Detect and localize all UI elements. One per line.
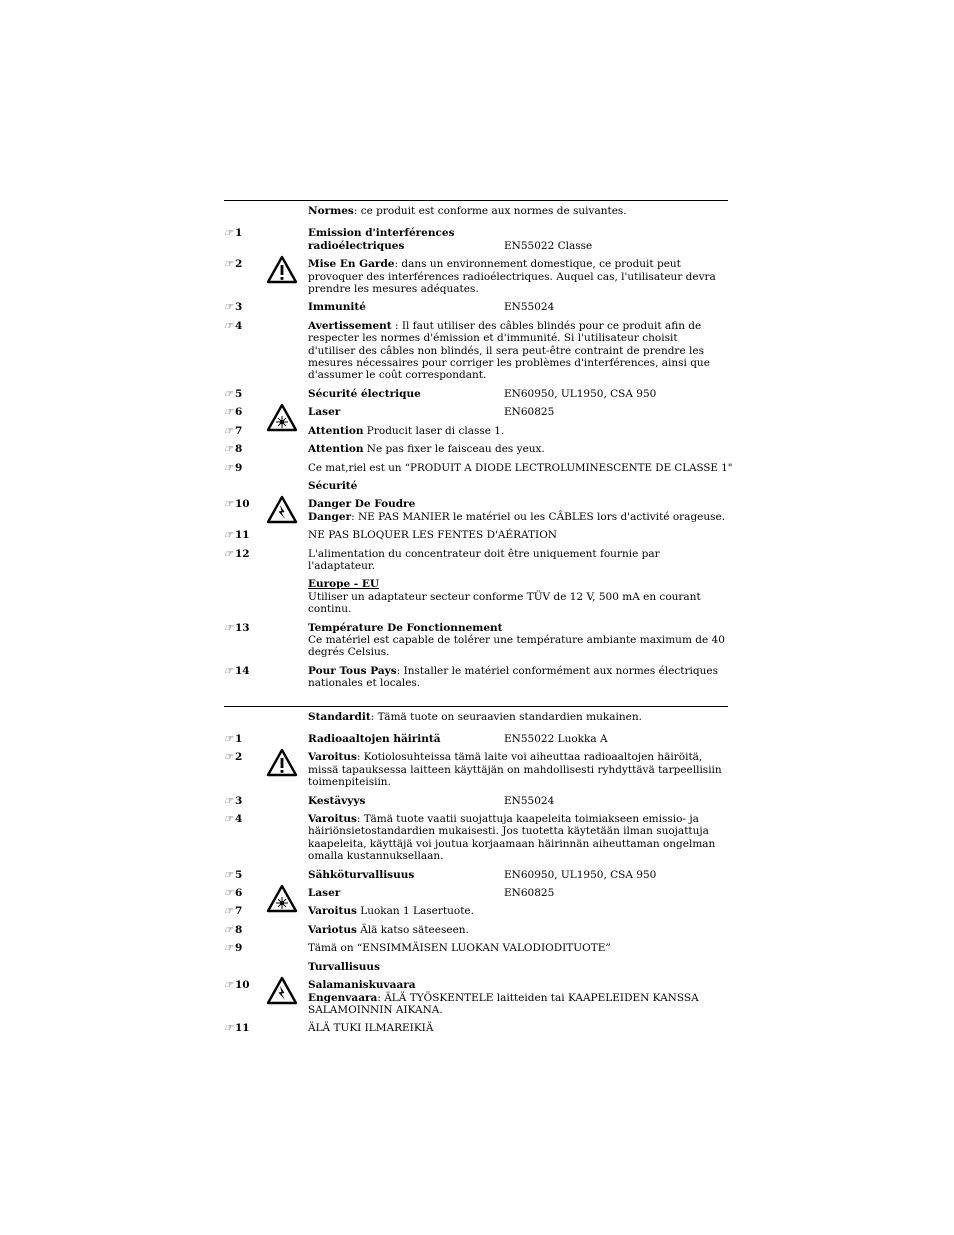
pointing-hand-icon: ☞ [224,1023,232,1035]
pointing-hand-icon: ☞ [224,888,232,900]
list-item: ☞ 12 L'alimentation du concentrateur doit être uniquement fournie par l'adaptateur. [224,547,660,572]
pointing-hand-icon: ☞ [224,943,232,955]
pointing-hand-icon: ☞ [224,302,232,314]
pointing-hand-icon: ☞ [224,462,232,474]
section-heading: Sécurité [308,479,358,492]
list-item: ☞ 6 Laser EN60825 [224,406,728,418]
document-page [224,200,733,1051]
section-heading: Turvallisuus [308,960,380,973]
list-item: ☞ 9 Tämä on “ENSIMMÄISEN LUOKAN VALODIODITUOTE” [224,942,611,955]
pointing-hand-icon: ☞ [224,320,232,332]
list-item: ☞ 7 Attention Producit laser di classe 1. [224,424,505,437]
pointing-hand-icon: ☞ [224,228,232,240]
pointing-hand-icon: ☞ [224,425,232,437]
standards-intro: Normes: ce produit est conforme aux normes de suivantes. [308,205,627,217]
pointing-hand-icon: ☞ [224,869,232,881]
list-item: ☞ 8 Attention Ne pas fixer le faisceau des yeux. [224,443,545,456]
pointing-hand-icon: ☞ [224,734,232,745]
pointing-hand-icon: ☞ [224,622,232,634]
lightning-warning-icon [266,495,298,524]
list-item: ☞ 10 Salamaniskuvaara Engenvaara: ÄLÄ TYÖSKENTELE laitteiden tai KAAPELEIDEN KANSSA SALAMOINNIN AIKANA. [224,979,728,1016]
list-item: ☞ 11 NE PAS BLOQUER LES FENTES D'AÉRATION [224,529,557,542]
list-item: ☞ 7 Varoitus Luokan 1 Lasertuote. [224,905,474,918]
list-item: Europe - EU Utiliser un adaptateur secteur conforme TÜV de 12 V, 500 mA en courant continu. [308,578,701,616]
pointing-hand-icon: ☞ [224,499,232,511]
pointing-hand-icon: ☞ [224,814,232,826]
list-item: ☞ 4 Varoitus: Tämä tuote vaatii suojattuja kaapeleita toimiakseen emissio- ja häiriönsietostandardien mukaisesti. Jos tuotetta käytetään ilman suojattuja kaapeleita, käyttäjä voi joutua korjaamaan häirinnän aiheuttaman ongelman omalla kustannuksellaan. [224,813,716,863]
list-item: ☞ 1 Radioaaltojen häirintä EN55022 Luokka A [224,733,608,745]
warning-triangle-icon [266,255,298,284]
pointing-hand-icon: ☞ [224,407,232,419]
standards-intro: Standardit: Tämä tuote on seuraavien standardien mukainen. [308,710,642,723]
lightning-warning-icon [266,976,298,1005]
list-item: ☞ 8 Variotus Älä katso säteeseen. [224,923,469,936]
pointing-hand-icon: ☞ [224,795,232,807]
pointing-hand-icon: ☞ [224,752,232,764]
list-item: ☞ 14 Pour Tous Pays: Installer le matériel conformément aux normes électriques nationales et locales. [224,664,718,690]
list-item: ☞ 3 Kestävyys EN55024 [224,794,555,807]
list-item: ☞ 13 Température De Fonctionnement Ce matériel est capable de tolérer une température ambiante maximum de 40 degrés Celsius. [224,621,725,659]
list-item: ☞ 2 Mise En Garde: dans un environnement domestique, ce produit peut provoquer des interférences radioélectriques. Auquel cas, l'utilisateur devra prendre les mesures adéquates. [224,258,728,295]
pointing-hand-icon: ☞ [224,665,232,677]
list-item: ☞ 1 Emission d'interférences radioélectriques EN55022 Classe [224,227,593,252]
list-item: ☞ 3 Immunité EN55024 [224,301,555,314]
pointing-hand-icon: ☞ [224,980,232,992]
section-french [224,200,733,690]
list-item: ☞ 10 Danger De Foudre Danger: NE PAS MANIER le matériel ou les CÂBLES lors d'activité orageuse. [224,498,728,523]
list-item: ☞ 4 Avertissement : Il faut utiliser des câbles blindés pour ce produit afin de respecter les normes d'émission et d'immunité. Si l'utilisateur choisit d'utiliser des câbles non blindés, il sera peut-être contraint de prendre les mesures nécessaires pour corriger les problèmes d'interférences, ainsi que d'assumer le coût correspondant. [224,319,710,382]
list-item: ☞ 5 Sähköturvallisuus EN60950, UL1950, CSA 950 [224,868,657,881]
list-item: ☞ 9 Ce mat,riel est un “PRODUIT A DIODE LECTROLUMINESCENTE DE CLASSE 1" [224,461,733,474]
list-item: ☞ 5 Sécurité électrique EN60950, UL1950, CSA 950 [224,387,657,400]
pointing-hand-icon: ☞ [224,548,232,560]
warning-triangle-icon [266,748,298,777]
pointing-hand-icon: ☞ [224,924,232,936]
pointing-hand-icon: ☞ [224,259,232,271]
list-item: ☞ 6 Laser EN60825 [224,887,728,899]
pointing-hand-icon: ☞ [224,444,232,456]
section-finnish [224,706,728,1035]
list-item: ☞ 2 Varoitus: Kotiolosuhteissa tämä laite voi aiheuttaa radioaaltojen häiröitä, missä tapauksessa laitteen käyttäjän on mahdollisesti ryhdyttävä tarpeellisiin toimenpiteisiin. [224,751,728,788]
list-item: ☞ 11 ÄLÄ TUKI ILMAREIKIÄ [224,1022,434,1035]
pointing-hand-icon: ☞ [224,906,232,918]
pointing-hand-icon: ☞ [224,388,232,400]
pointing-hand-icon: ☞ [224,530,232,542]
